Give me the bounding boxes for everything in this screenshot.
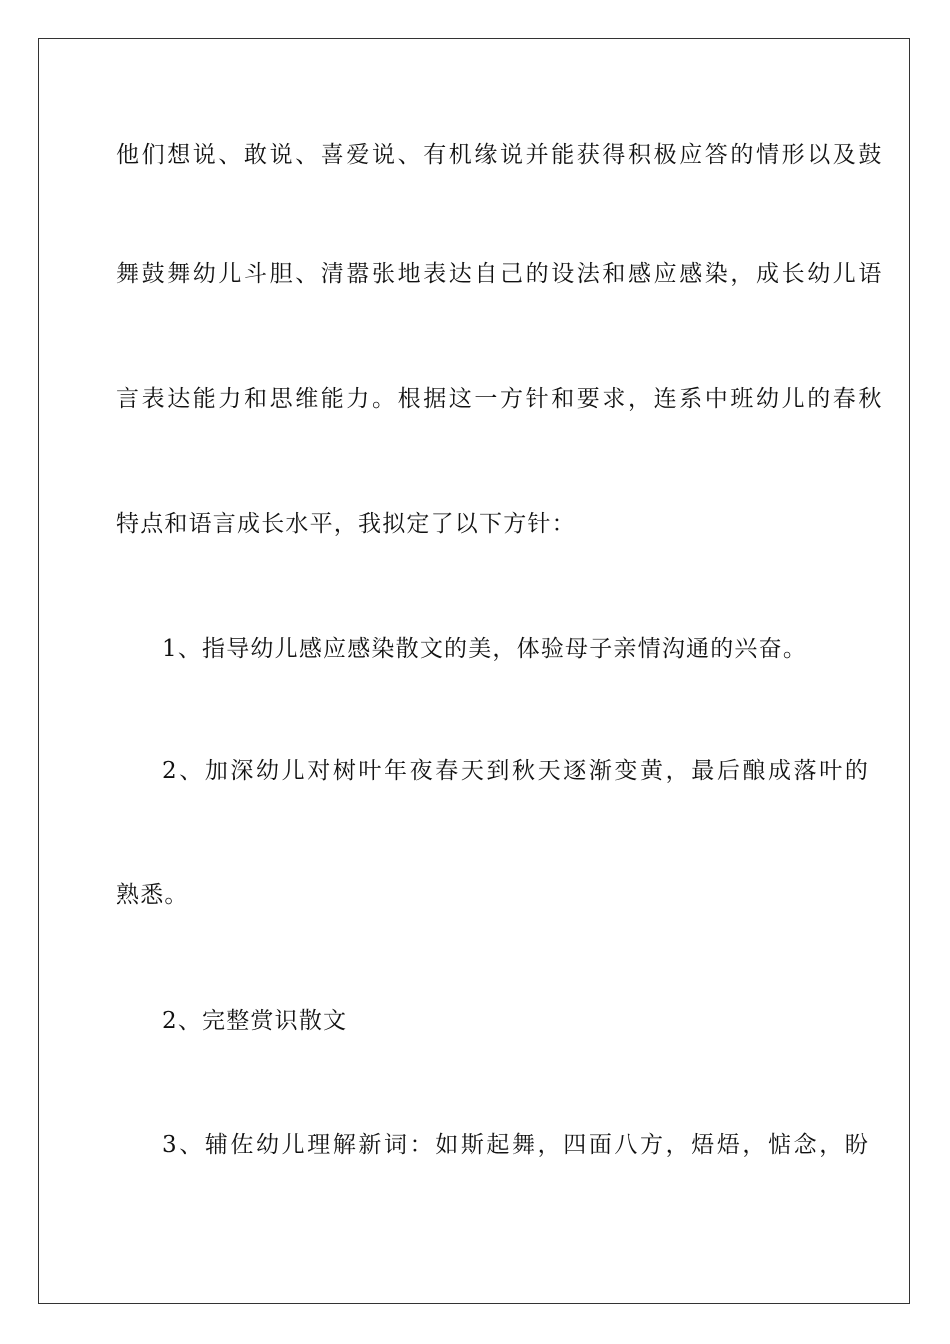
- list-item-2: 2、加深幼儿对树叶年夜春天到秋天逐渐变黄，最后酿成落叶的: [162, 758, 871, 784]
- text-line-1: 他们想说、敢说、喜爱说、有机缘说并能获得积极应答的情形以及鼓: [116, 142, 884, 168]
- list-item-4: 3、辅佐幼儿理解新词：如斯起舞，四面八方，焐焐，惦念，盼: [162, 1132, 871, 1158]
- text-line-3: 言表达能力和思维能力。根据这一方针和要求，连系中班幼儿的春秋: [116, 386, 884, 412]
- list-item-2-continuation: 熟悉。: [116, 882, 189, 908]
- list-item-1: 1、指导幼儿感应感染散文的美，体验母子亲情沟通的兴奋。: [162, 636, 808, 662]
- text-line-4: 特点和语言成长水平，我拟定了以下方针：: [116, 511, 576, 537]
- text-line-2: 舞鼓舞幼儿斗胆、清嚣张地表达自己的设法和感应感染，成长幼儿语: [116, 261, 884, 287]
- list-item-3: 2、完整赏识散文: [162, 1008, 348, 1034]
- page-border: [38, 38, 910, 1304]
